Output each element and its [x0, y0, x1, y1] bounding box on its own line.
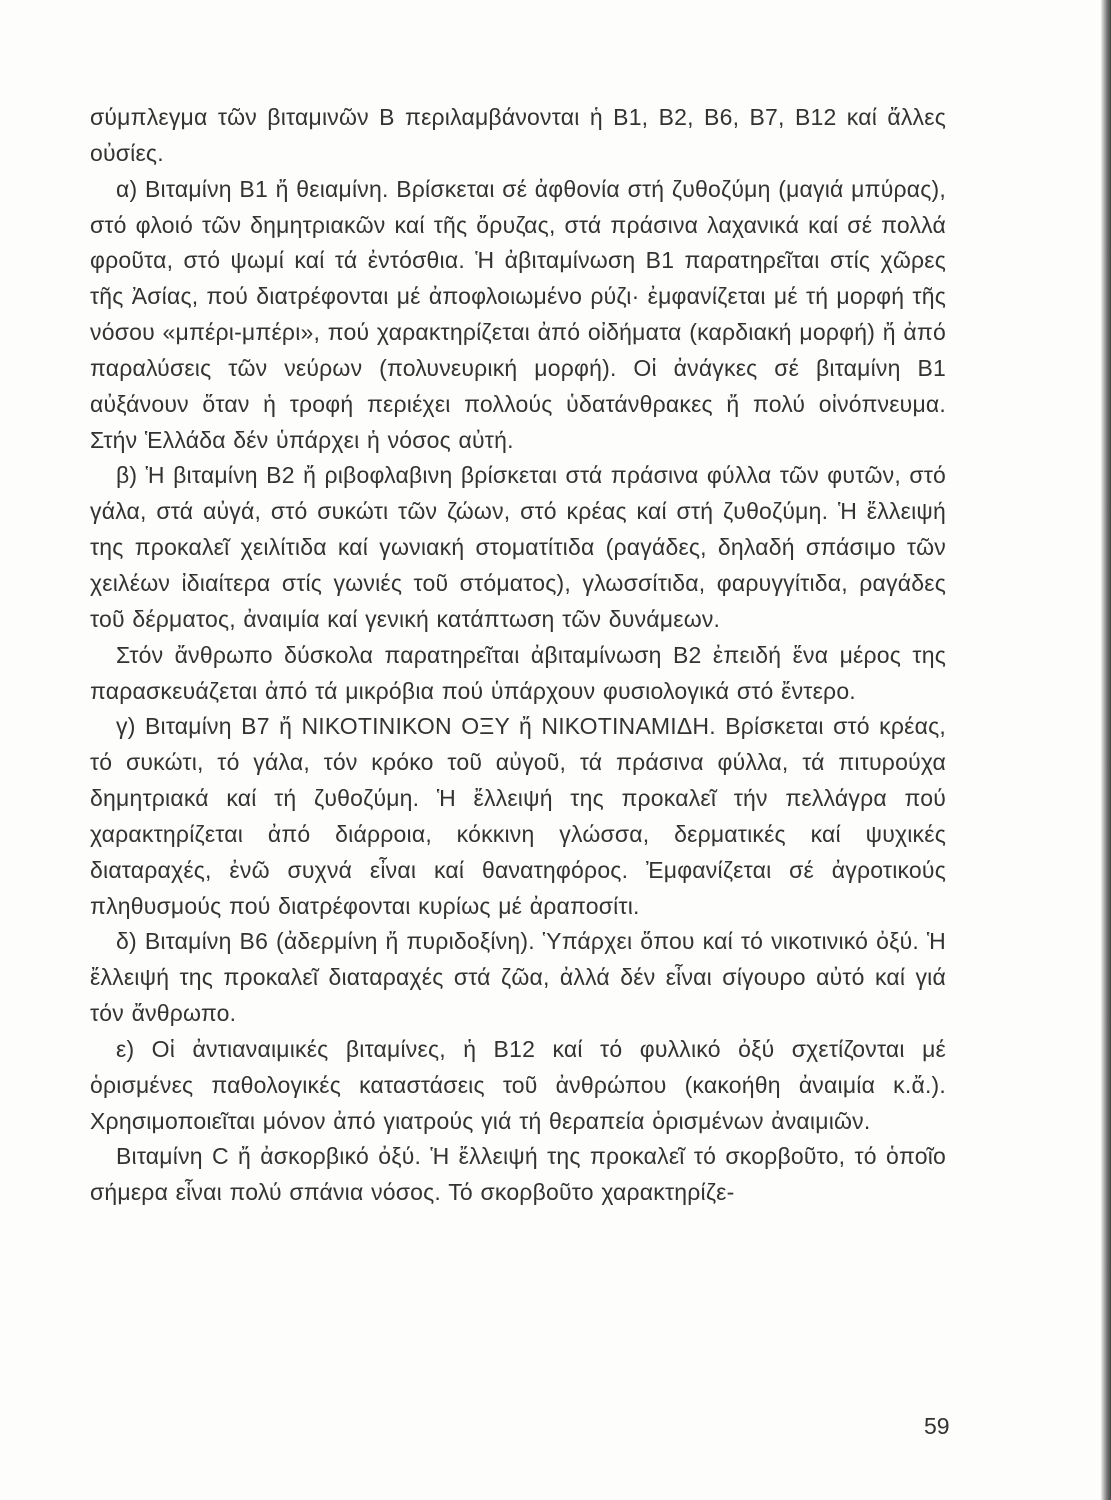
paragraph-vitamin-b1: α) Βιταμίνη Β1 ἤ θειαμίνη. Βρίσκεται σέ ἀφθονία στή ζυθοζύμη (μαγιά μπύρας), στό φλοιό τῶν δημητριακῶν καί τῆς ὄρυζας, στά πράσινα λαχανικά καί σέ πολλά φροῦτα, στό ψωμί καί τά ἐντόσθια. Ἡ ἀβιταμίνωση Β1 παρατηρεῖται στίς χῶρες τῆς Ἀσίας, πού διατρέφονται μέ ἀποφλοιωμένο ρύζι· ἐμφανίζεται μέ τή μορφή τῆς νόσου «μπέρι-μπέρι», πού χαρακτηρίζεται ἀπό οἰδήματα (καρδιακή μορφή) ἤ ἀπό παραλύσεις τῶν νεύρων (πολυνευρική μορφή). Οἱ ἀνάγκες σέ βιταμίνη Β1 αὐξάνουν ὅταν ἡ τροφή περιέχει πολλούς ὑδατάνθρακες ἤ πολύ οἰνόπνευμα. Στήν Ἑλλάδα δέν ὑπάρχει ἡ νόσος αὐτή.	[90, 175, 946, 453]
page-edge-shadow	[1101, 0, 1111, 1500]
paragraph-vitamin-b6: δ) Βιταμίνη Β6 (ἀδερμίνη ἤ πυριδοξίνη). Ὑπάρχει ὅπου καί τό νικοτινικό ὀξύ. Ἡ ἔλλειψή της προκαλεῖ διαταραχές στά ζῶα, ἀλλά δέν εἶναι σίγουρο αὐτό καί γιά τόν ἄνθρωπο.	[90, 928, 946, 1027]
page-number: 59	[924, 1413, 950, 1439]
paragraph-vitamin-c: Βιταμίνη C ἤ ἀσκορβικό ὀξύ. Ἡ ἔλλειψή της προκαλεῖ τό σκορβοῦτο, τό ὁποῖο σήμερα εἶναι πολύ σπάνια νόσος. Τό σκορβοῦτο χαρακτηρίζε-	[90, 1143, 946, 1206]
body-text	[90, 100, 946, 1211]
paragraph-vitamin-b7: γ) Βιταμίνη Β7 ἤ ΝΙΚΟΤΙΝΙΚΟΝ ΟΞΥ ἤ ΝΙΚΟΤΙΝΑΜΙΔΗ. Βρίσκεται στό κρέας, τό συκώτι, τό γάλα, τόν κρόκο τοῦ αὐγοῦ, τά πράσινα φύλλα, τά πιτυρούχα δημητριακά καί τή ζυθοζύμη. Ἡ ἔλλειψή της προκαλεῖ τήν πελλάγρα πού χαρακτηρίζεται ἀπό διάρροια, κόκκινη γλώσσα, δερματικές καί ψυχικές διαταραχές, ἐνῶ συχνά εἶναι καί θανατηφόρος. Ἐμφανίζεται σέ ἀγροτικούς πληθυσμούς πού διατρέφονται κυρίως μέ ἀραποσίτι.	[90, 713, 946, 919]
paragraph-b2-deficiency: Στόν ἄνθρωπο δύσκολα παρατηρεῖται ἀβιταμίνωση Β2 ἐπειδή ἕνα μέρος της παρασκευάζεται ἀπό τά μικρόβια πού ὑπάρχουν φυσιολογικά στό ἔντερο.	[90, 641, 946, 704]
paragraph-continuation: σύμπλεγμα τῶν βιταμινῶν Β περιλαμβάνονται ἡ Β1, Β2, Β6, Β7, Β12 καί ἄλλες οὐσίες.	[90, 104, 946, 166]
paragraph-antianemic-vitamins: ε) Οἱ ἀντιαναιμικές βιταμίνες, ἡ Β12 καί τό φυλλικό ὀξύ σχετίζονται μέ ὁρισμένες παθολογικές καταστάσεις τοῦ ἀνθρώπου (κακοήθη ἀναιμία κ.ἄ.). Χρησιμοποιεῖται μόνον ἀπό γιατρούς γιά τή θεραπεία ὁρισμένων ἀναιμιῶν.	[90, 1035, 946, 1134]
paragraph-vitamin-b2: β) Ἡ βιταμίνη Β2 ἤ ριβοφλαβινη βρίσκεται στά πράσινα φύλλα τῶν φυτῶν, στό γάλα, στά αὐγά, στό συκώτι τῶν ζώων, στό κρέας καί στή ζυθοζύμη. Ἡ ἔλλειψή της προκαλεῖ χειλίτιδα καί γωνιακή στοματίτιδα (ραγάδες, δηλαδή σπάσιμο τῶν χειλέων ἰδιαίτερα στίς γωνιές τοῦ στόματος), γλωσσίτιδα, φαρυγγίτιδα, ραγάδες τοῦ δέρματος, ἀναιμία καί γενική κατάπτωση τῶν δυνάμεων.	[90, 462, 946, 632]
